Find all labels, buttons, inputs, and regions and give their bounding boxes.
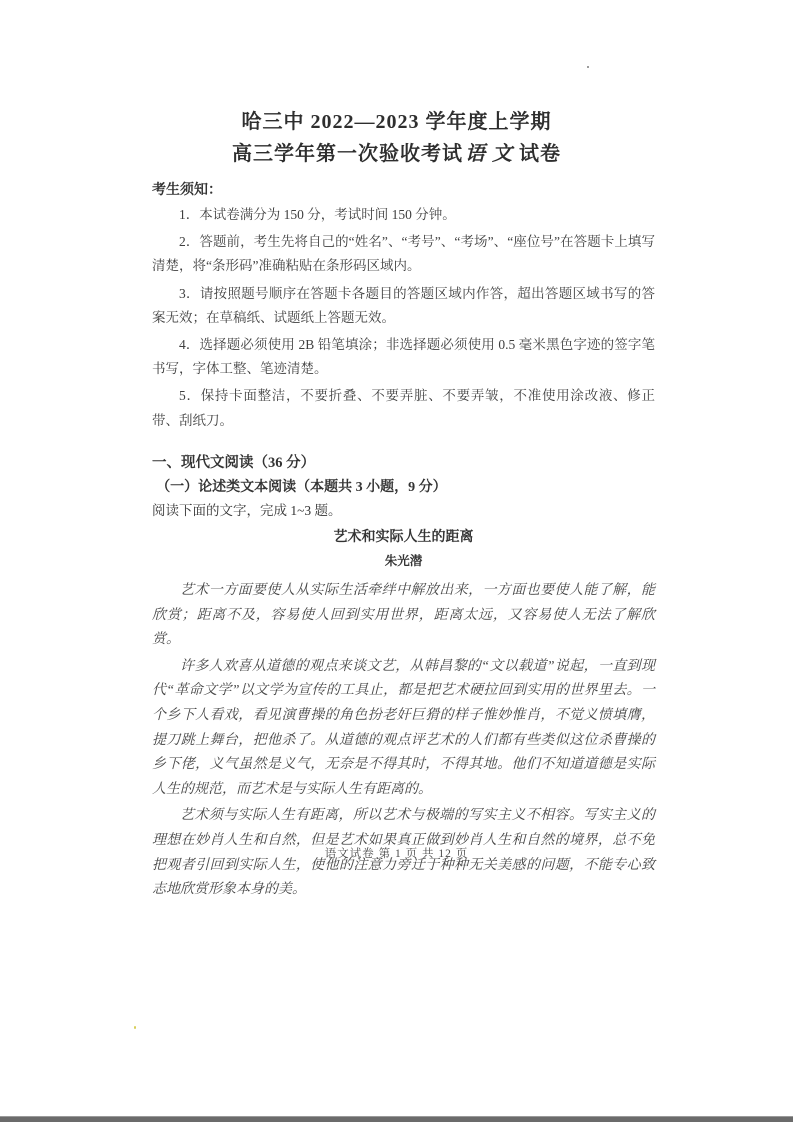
notice-item-2: 2．答题前，考生先将自己的“姓名”、“考号”、“考场”、“座位号”在答题卡上填写清楚，将“条形码”准确粘贴在条形码区域内。 bbox=[152, 234, 655, 274]
notice-item-1: 1．本试卷满分为 150 分，考试时间 150 分钟。 bbox=[179, 207, 456, 222]
notice-heading: 考生须知： bbox=[152, 183, 222, 198]
subsection-heading: （一）论述类文本阅读（本题共 3 小题，9 分） bbox=[156, 480, 447, 495]
title-line2-suffix: 试卷 bbox=[519, 143, 561, 165]
page-title-line1: 哈三中 2022—2023 学年度上学期 bbox=[241, 111, 552, 133]
notice-item-4: 4．选择题必须使用 2B 铅笔填涂；非选择题必须使用 0.5 毫米黑色字迹的签字笔书写，字体工整、笔迹清楚。 bbox=[152, 337, 655, 377]
notice-list bbox=[152, 203, 655, 436]
page-title-line2 bbox=[0, 138, 793, 170]
subject-script-text: 语文 bbox=[465, 143, 519, 165]
document-title bbox=[0, 106, 793, 170]
essay-title: 艺术和实际人生的距离 bbox=[333, 530, 474, 545]
reading-section bbox=[152, 451, 655, 905]
title-line2-prefix: 高三学年第一次验收考试 bbox=[232, 143, 463, 165]
notice-item-5: 5．保持卡面整洁，不要折叠、不要弄脏、不要弄皱，不准使用涂改液、修正带、刮纸刀。 bbox=[152, 388, 655, 428]
scan-artifact-dot-top bbox=[587, 66, 589, 68]
scan-artifact-dot-bottom bbox=[134, 1026, 136, 1029]
essay-paragraph-1: 艺术一方面要使人从实际生活牵绊中解放出来，一方面也要使人能了解，能欣赏；距离不及，容易使人回到实用世界，距离太远，又容易使人无法了解欣赏。 bbox=[152, 583, 655, 648]
section-heading: 一、现代文阅读（36 分） bbox=[152, 455, 316, 471]
notice-item-3: 3．请按照题号顺序在答题卡各题目的答题区域内作答，超出答题区域书写的答案无效；在草稿纸、试题纸上答题无效。 bbox=[152, 285, 655, 325]
reading-instruction: 阅读下面的文字，完成 1~3 题。 bbox=[152, 503, 342, 518]
essay-author: 朱光潜 bbox=[384, 554, 423, 568]
scan-bottom-edge bbox=[0, 1116, 793, 1122]
essay-paragraph-2: 许多人欢喜从道德的观点来谈文艺，从韩昌黎的“文以载道”说起，一直到现代“革命文学”以文学为宣传的工具止，都是把艺术硬拉回到实用的世界里去。一个乡下人看戏，看见演曹操的角色扮老奸巨猾的样子惟妙惟肖，不觉义愤填膺，提刀跳上舞台，把他杀了。从道德的观点评艺术的人们都有些类似这位杀曹操的乡下佬，义气虽然是义气，无奈是不得其时，不得其地。他们不知道道德是实际人生的规范，而艺术是与实际人生有距离的。 bbox=[152, 658, 655, 797]
essay-paragraph-3: 艺术须与实际人生有距离，所以艺术与极端的写实主义不相容。写实主义的理想在妙肖人生和自然，但是艺术如果真正做到妙肖人生和自然的境界，总不免把观者引回到实际人生，使他的注意力旁迁于种种无关美感的问题，不能专心致志地欣赏形象本身的美。 bbox=[152, 808, 655, 898]
page-footer: 语文试卷 第 1 页 共 12 页 bbox=[324, 848, 469, 860]
